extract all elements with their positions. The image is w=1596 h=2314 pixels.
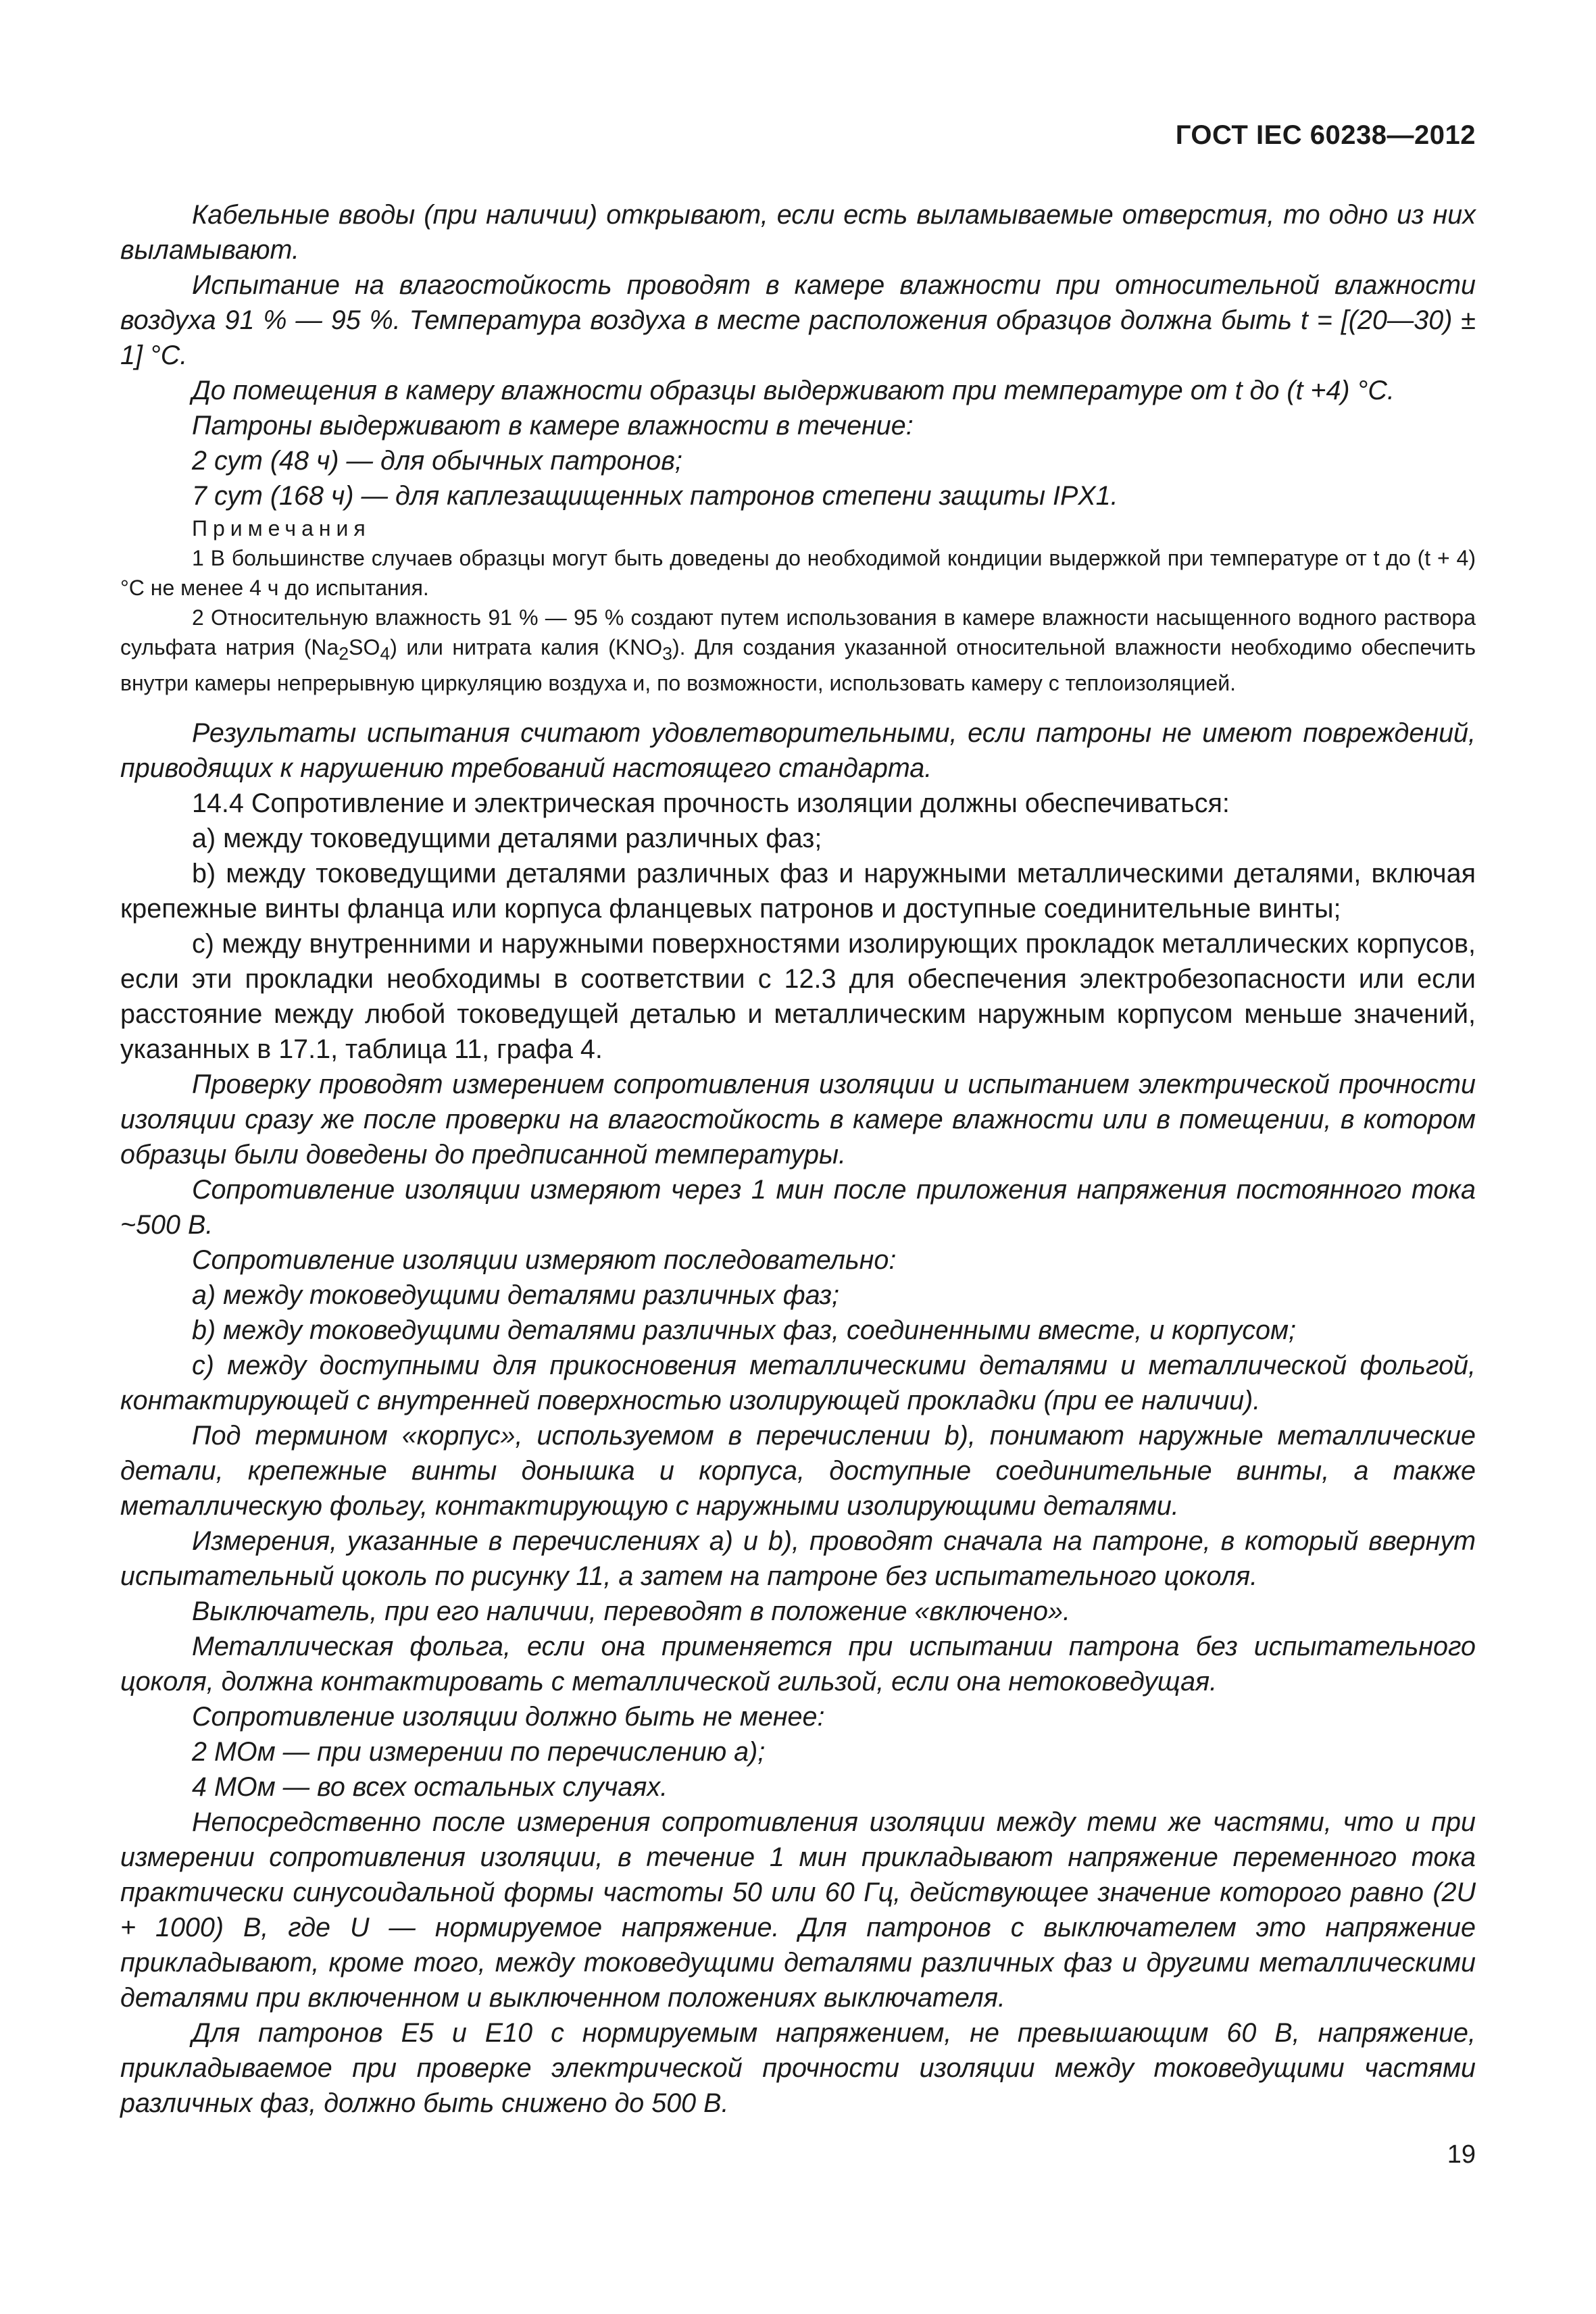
paragraph-sequence-a: a) между токоведущими деталями различных фаз;: [192, 1280, 840, 1311]
document-code-header: ГОСТ IEC 60238—2012: [1175, 120, 1476, 150]
note-2-subscript-na: 2: [339, 643, 349, 664]
paragraph-metal-foil: Металлическая фольга, если она применяется при испытании патрона без испытательного цоколя, должна контактировать с металлической гильзой, если она нетоковедущая.: [120, 1632, 1476, 1697]
paragraph-duration-drip-proof: 7 сут (168 ч) — для каплезащищенных патронов степени защиты IPX1.: [192, 481, 1118, 511]
paragraph-body-term: Под термином «корпус», используемом в перечислении b), понимают наружные металлические детали, крепежные винты донышка и корпуса, доступные соединительные винты, а также металлическую фольгу, контактирующую с наружными изолирующими деталями.: [120, 1421, 1476, 1521]
paragraph-preconditioning: До помещения в камеру влажности образцы выдерживают при температуре от t до (t +4) °С.: [192, 376, 1395, 405]
paragraph-e5-e10: Для патронов E5 и E10 с нормируемым напряжением, не превышающим 60 В, напряжение, прикладываемое при проверке электрической прочности изоляции между токоведущими частями различных фаз, должно быть снижено до 500 В.: [120, 2018, 1476, 2119]
paragraph-clause-14-4-a: a) между токоведущими деталями различных фаз;: [192, 824, 822, 854]
notes-title: Примечания: [192, 516, 371, 540]
note-2-subscript-no: 3: [662, 643, 672, 664]
paragraph-test-results: Результаты испытания считают удовлетворительными, если патроны не имеют повреждений, приводящих к нарушению требований настоящего стандарта.: [120, 718, 1476, 784]
paragraph-verification: Проверку проводят измерением сопротивления изоляции и испытанием электрической прочности изоляции сразу же после проверки на влагостойкость в камере влажности или в помещении, в котором образцы были доведены до предписанной температуры.: [120, 1070, 1476, 1170]
note-2-part-a: 2 Относительную влажность 91 % — 95 % создают путем использования в камере влажности насыщенного водного раствора сульфата натрия (Na: [120, 605, 1476, 659]
paragraph-clause-14-4-b: b) между токоведущими деталями различных фаз и наружными металлическими деталями, включая крепежные винты фланца или корпуса фланцевых патронов и доступные соединительные винты;: [120, 859, 1476, 924]
note-2: [120, 603, 1476, 698]
paragraph-duration-ordinary: 2 сут (48 ч) — для обычных патронов;: [192, 446, 682, 476]
paragraph-humidity-test: Испытание на влагостойкость проводят в камере влажности при относительной влажности воздуха 91 % — 95 %. Температура воздуха в месте расположения образцов должна быть t = [(20—30) ± 1] °С.: [120, 270, 1476, 370]
paragraph-min-resistance: Сопротивление изоляции должно быть не менее:: [192, 1702, 825, 1732]
note-2-part-b: SO: [349, 635, 380, 659]
paragraph-switch: Выключатель, при его наличии, переводят в положение «включено».: [192, 1596, 1070, 1627]
paragraph-dielectric-test: Непосредственно после измерения сопротивления изоляции между теми же частями, что и при измерении сопротивления изоляции, в течение 1 мин прикладывают напряжение переменного тока практически синусоидальной формы частоты 50 или 60 Гц, действующее значение которого равно (2U + 1000) В, где U — нормируемое напряжение. Для патронов с выключателем это напряжение прикладывают, кроме того, между токоведущими деталями различных фаз и другими металлическими деталями при включенном и выключенном положениях выключателя.: [120, 1807, 1476, 2013]
paragraph-sequence-b: b) между токоведущими деталями различных фаз, соединенными вместе, и корпусом;: [192, 1315, 1297, 1346]
page-number: 19: [1447, 2140, 1476, 2169]
paragraph-resistance-measure: Сопротивление изоляции измеряют через 1 мин после приложения напряжения постоянного тока ~500 В.: [120, 1175, 1476, 1240]
paragraph-sequence-intro: Сопротивление изоляции измеряют последовательно:: [192, 1245, 897, 1276]
paragraph-clause-14-4: 14.4 Сопротивление и электрическая прочность изоляции должны обеспечиваться:: [192, 788, 1230, 819]
paragraph-sequence-c: c) между доступными для прикосновения металлическими деталями и металлической фольгой, контактирующей с внутренней поверхностью изолирующей прокладки (при ее наличии).: [120, 1351, 1476, 1416]
paragraph-clause-14-4-c: c) между внутренними и наружными поверхностями изолирующих прокладок металлических корпусов, если эти прокладки необходимы в соответствии с 12.3 для обеспечения электробезопасности или если расстояние между любой токоведущей деталью и металлическим наружным корпусом меньше значений, указанных в 17.1, таблица 11, графа 4.: [120, 929, 1476, 1065]
paragraph-measurements: Измерения, указанные в перечислениях a) и b), проводят сначала на патроне, в который ввернут испытательный цоколь по рисунку 11, а затем на патроне без испытательного цоколя.: [120, 1526, 1476, 1592]
paragraph-min-resistance-a: 2 МОм — при измерении по перечислению a);: [192, 1737, 766, 1767]
note-1: 1 В большинстве случаев образцы могут быть доведены до необходимой кондиции выдержкой при температуре от t до (t + 4) °С не менее 4 ч до испытания.: [120, 546, 1476, 600]
note-2-part-c: ) или нитрата калия (KNO: [390, 635, 663, 659]
paragraph-duration-intro: Патроны выдерживают в камере влажности в течение:: [192, 411, 914, 441]
page-body: [120, 197, 1476, 2121]
note-2-part-d: ). Для создания указанной относительной влажности необходимо обеспечить внутри камеры непрерывную циркуляцию воздуха и, по возможности, использовать камеру с теплоизоляцией.: [120, 635, 1476, 696]
paragraph-min-resistance-other: 4 МОм — во всех остальных случаях.: [192, 1772, 668, 1803]
paragraph-cable-entries: Кабельные вводы (при наличии) открывают, если есть выламываемые отверстия, то одно из них выламывают.: [120, 200, 1476, 265]
note-2-subscript-so: 4: [380, 643, 391, 664]
